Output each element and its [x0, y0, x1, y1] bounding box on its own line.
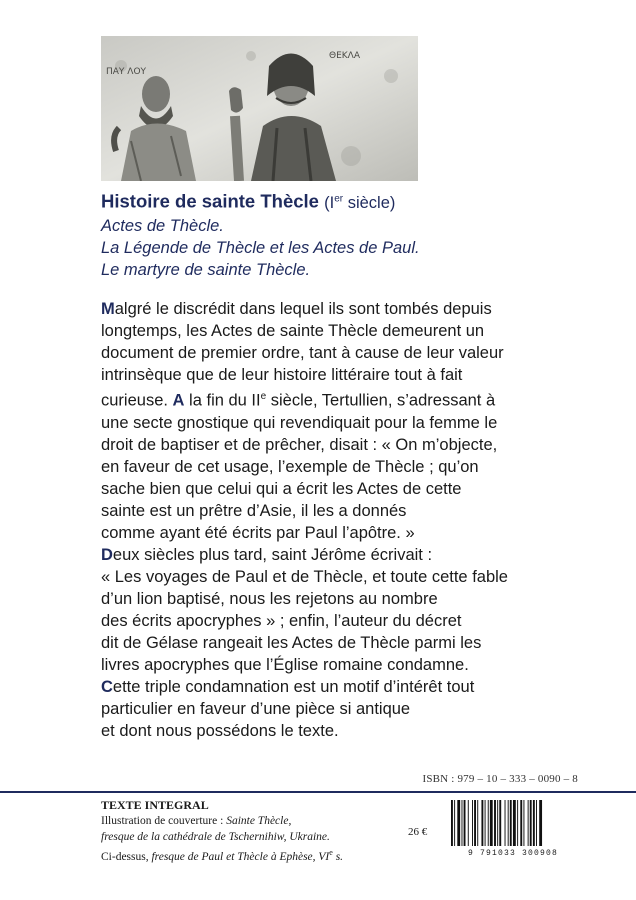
- barcode-bar: [481, 800, 483, 846]
- text-line: intrinsèque que de leur histoire littéraire tout à fait: [101, 366, 463, 384]
- fresco-inscription-left: ΠΑΥ ΛΟΥ: [106, 67, 147, 77]
- barcode-bar: [454, 800, 455, 846]
- barcode-bar: [517, 800, 518, 846]
- text-line: dit de Gélase rangeait les Actes de Thècle parmi les: [101, 633, 482, 652]
- back-cover-blurb: [101, 298, 551, 742]
- credits-heading: TEXTE INTEGRAL: [101, 798, 209, 812]
- text-line: une secte gnostique qui revendiquait pour la femme le: [101, 413, 498, 432]
- text-line: document de premier ordre, tant à cause de leur valeur: [101, 344, 504, 362]
- barcode-bar: [528, 800, 529, 846]
- text-line: curieuse. A la fin du IIe siècle, Tertullien, s’adressant à: [101, 391, 496, 410]
- divider: [0, 791, 636, 793]
- barcode-bar: [451, 800, 453, 846]
- barcode-bar: [508, 800, 509, 846]
- barcode-bar: [472, 800, 473, 846]
- text-line: d’un lion baptisé, nous les rejetons au nombre: [101, 589, 438, 608]
- barcode-bar: [474, 800, 476, 846]
- fresco-inscription-right: ΘΕΚΛΑ: [329, 51, 360, 61]
- subtitle: Le martyre de sainte Thècle.: [101, 260, 311, 279]
- subtitle: Actes de Thècle.: [101, 216, 224, 235]
- title-century: (Ier siècle): [324, 193, 396, 212]
- barcode-bar: [520, 800, 522, 846]
- text-line: Deux siècles plus tard, saint Jérôme écrivait :: [101, 545, 433, 564]
- barcode-bar: [530, 800, 532, 846]
- credits-line: Illustration de couverture : Sainte Thècle,: [101, 815, 292, 827]
- barcode-bar: [462, 800, 463, 846]
- barcode-bar: [457, 800, 460, 846]
- barcode-bar: [494, 800, 496, 846]
- text-line: particulier en faveur d’une pièce si antique: [101, 699, 411, 718]
- barcode-bar: [510, 800, 512, 846]
- barcode-bar: [477, 800, 478, 846]
- barcode-bar: [536, 800, 537, 846]
- text-line: comme ayant été écrits par Paul l’apôtre. »: [101, 523, 415, 542]
- book-title: [101, 187, 561, 215]
- text-line: droit de baptiser et de prêcher, disait : « On m’objecte,: [101, 435, 498, 454]
- credits-line: Ci-dessus, fresque de Paul et Thècle à Ephèse, VIe s.: [101, 848, 344, 863]
- text-line: en faveur de cet usage, l’exemple de Thècle ; qu’on: [101, 457, 479, 476]
- barcode-digits: 9 791033 300908: [449, 849, 577, 858]
- text-line: sainte est un prêtre d’Asie, il les a donnés: [101, 501, 407, 520]
- barcode-bar: [533, 800, 535, 846]
- barcode-bar: [523, 800, 524, 846]
- text-line: Malgré le discrédit dans lequel ils sont tombés depuis: [101, 300, 492, 318]
- text-line: sache bien que celui qui a écrit les Actes de cette: [101, 479, 462, 498]
- title-main: Histoire de sainte Thècle: [101, 190, 319, 212]
- subtitle: La Légende de Thècle et les Actes de Paul.: [101, 238, 420, 257]
- credits: [101, 797, 391, 865]
- barcode-icon: [449, 800, 577, 854]
- text-line: Cette triple condamnation est un motif d’intérêt tout: [101, 677, 475, 696]
- barcode-bar: [539, 800, 542, 846]
- text-line: et dont nous possédons le texte.: [101, 721, 339, 740]
- text-line: livres apocryphes que l’Église romaine condamne.: [101, 655, 469, 674]
- barcode-bar: [497, 800, 498, 846]
- fresco-paul-thecla-image: [101, 36, 418, 181]
- barcode-bar: [464, 800, 466, 846]
- text-line: « Les voyages de Paul et de Thècle, et toute cette fable: [101, 567, 508, 586]
- barcode-bar: [468, 800, 469, 846]
- text-line: des écrits apocryphes » ; enfin, l’auteur du décret: [101, 611, 462, 630]
- barcode-bar: [499, 800, 501, 846]
- isbn: ISBN : 979 – 10 – 333 – 0090 – 8: [422, 773, 578, 785]
- barcode-bar: [490, 800, 493, 846]
- text-line: longtemps, les Actes de sainte Thècle demeurent un: [101, 322, 485, 340]
- barcode-bar: [513, 800, 516, 846]
- credits-line: fresque de la cathédrale de Tschernihiw, Ukraine.: [101, 831, 330, 843]
- title-block: [101, 187, 561, 281]
- price: 26 €: [408, 826, 428, 838]
- barcode-bar: [488, 800, 489, 846]
- barcode-bar: [505, 800, 506, 846]
- barcode-bar: [485, 800, 486, 846]
